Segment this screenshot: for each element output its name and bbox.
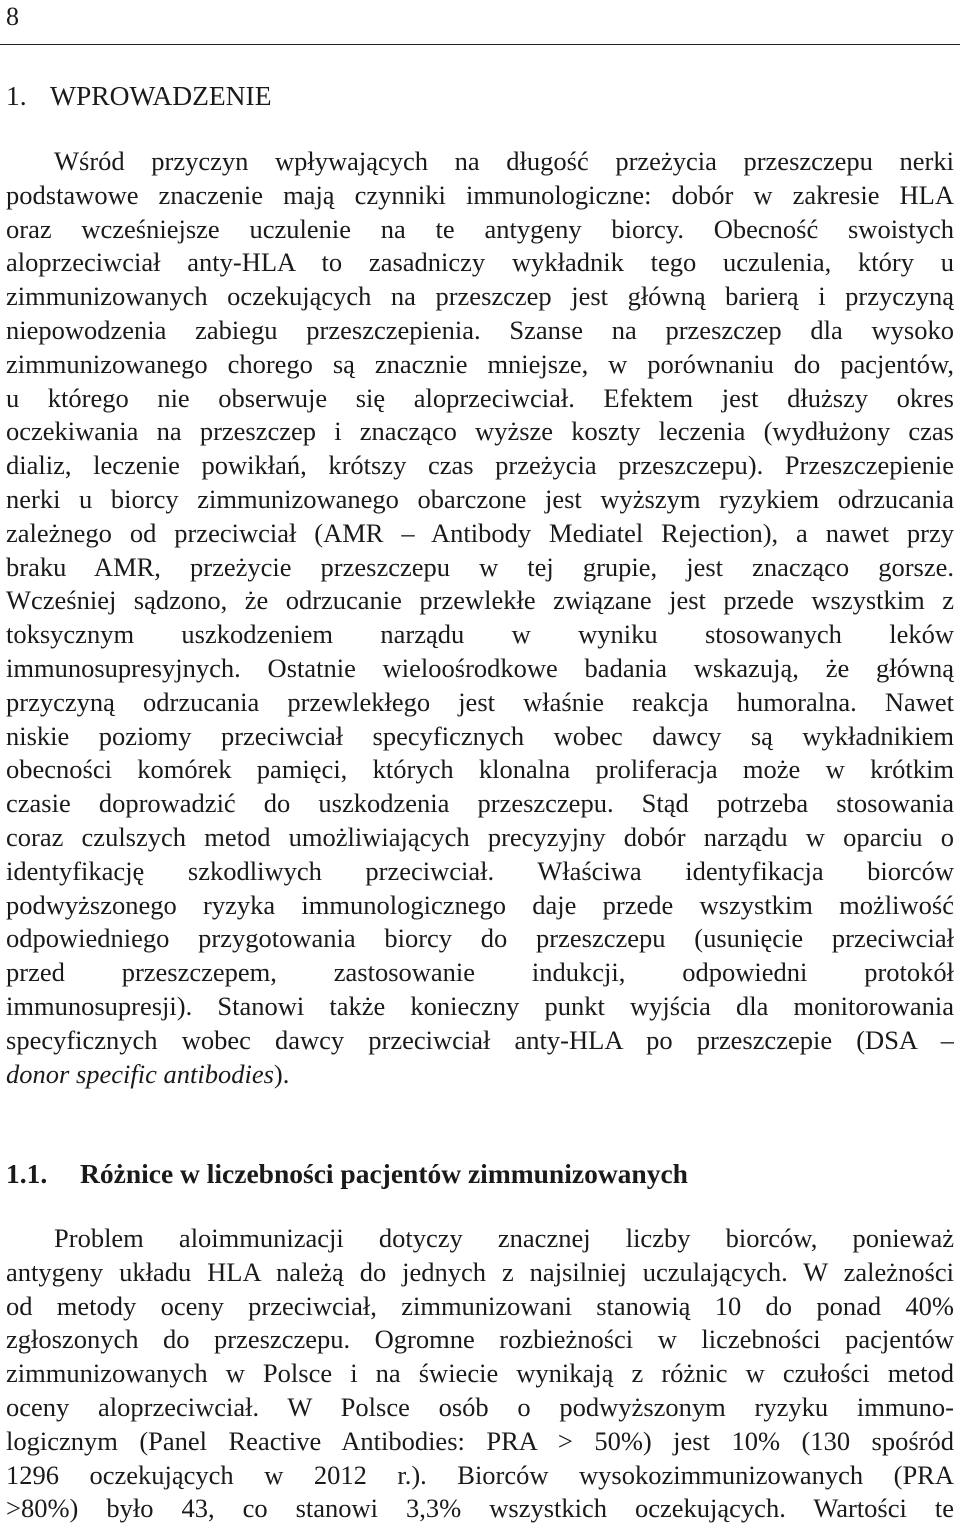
page-number: 8 — [6, 2, 19, 31]
text-line: logicznym (Panel Reactive Antibodies: PRA > 50%) jest 10% (130 spośród — [6, 1425, 954, 1456]
text-line: dializ, leczenie powikłań, krótszy czas przeżycia przeszczepu). Przeszczepienie — [6, 450, 954, 481]
text-line: u którego nie obserwuje się aloprzeciwciał. Efektem jest dłuższy okres — [6, 382, 954, 413]
intro-paragraph — [6, 145, 954, 1091]
text-line: toksycznym uszkodzeniem narządu w wyniku stosowanych leków — [6, 619, 954, 650]
text-line: identyfikację szkodliwych przeciwciał. Właściwa identyfikacja biorców — [6, 855, 954, 886]
italic-term: donor specific antibodies — [6, 1058, 274, 1089]
text-line: Wśród przyczyn wpływających na długość przeżycia przeszczepu nerki — [54, 146, 954, 176]
text-line: oceny aloprzeciwciał. W Polsce osób o podwyższonym ryzyku immuno- — [6, 1391, 954, 1422]
text-line: immunosupresji). Stanowi także konieczny punkt wyjścia dla monitorowania — [6, 990, 954, 1021]
text-line: odpowiedniego przygotowania biorcy do przeszczepu (usunięcie przeciwciał — [6, 923, 954, 954]
text-line: podwyższonego ryzyka immunologicznego daje przede wszystkim możliwość — [6, 889, 954, 920]
text-line: nerki u biorcy zimmunizowanego obarczone jest wyższym ryzykiem odrzucania — [6, 483, 954, 514]
text-line: Problem aloimmunizacji dotyczy znacznej liczby biorców, ponieważ — [54, 1223, 954, 1253]
section-number: 1. — [6, 80, 27, 111]
text-line: specyficznych wobec dawcy przeciwciał anty-HLA po przeszczepie (DSA – — [6, 1024, 954, 1055]
subsection-heading — [6, 1157, 688, 1191]
text-line: >80%) było 43, co stanowi 3,3% wszystkich oczekujących. Wartości te — [6, 1493, 954, 1524]
subsection-number: 1.1. — [6, 1158, 48, 1189]
text-line: zależnego od przeciwciał (AMR – Antibody Mediatel Rejection), a nawet przy — [6, 517, 954, 548]
text-line: podstawowe znaczenie mają czynniki immunologiczne: dobór w zakresie HLA — [6, 179, 954, 210]
text-line: zimmunizowanych oczekujących na przeszczep jest główną barierą i przyczyną — [6, 281, 954, 312]
text-line: zgłoszonych do przeszczepu. Ogromne rozbieżności w liczebności pacjentów — [6, 1324, 954, 1355]
header-rule — [0, 44, 960, 45]
text-line: niskie poziomy przeciwciał specyficznych wobec dawcy są wykładnikiem — [6, 720, 954, 751]
text-line: oraz wcześniejsze uczulenie na te antygeny biorcy. Obecność swoistych — [6, 213, 954, 244]
text-line: Wcześniej sądzono, że odrzucanie przewlekłe związane jest przede wszystkim z — [6, 585, 954, 616]
text-line: czasie doprowadzić do uszkodzenia przeszczepu. Stąd potrzeba stosowania — [6, 788, 954, 819]
text-line: aloprzeciwciał anty-HLA to zasadniczy wykładnik tego uczulenia, który u — [6, 247, 954, 278]
text-line: przed przeszczepem, zastosowanie indukcji, odpowiedni protokół — [6, 957, 954, 988]
text-line: obecności komórek pamięci, których klonalna proliferacja może w krótkim — [6, 754, 954, 785]
subsection-title: Różnice w liczebności pacjentów zimmunizowanych — [80, 1158, 688, 1189]
text-line: zimmunizowanego chorego są znacznie mniejsze, w porównaniu do pacjentów, — [6, 348, 954, 379]
text-line: oczekiwania na przeszczep i znacząco wyższe koszty leczenia (wydłużony czas — [6, 416, 954, 447]
text-line: niepowodzenia zabiegu przeszczepienia. Szanse na przeszczep dla wysoko — [6, 314, 954, 345]
subsection-paragraph — [6, 1222, 954, 1526]
text-line: przyczyną odrzucania przewlekłego jest właśnie reakcja humoralna. Nawet — [6, 686, 954, 717]
text-fragment: ). — [273, 1058, 290, 1089]
section-heading — [6, 79, 272, 113]
text-line: zimmunizowanych w Polsce i na świecie wynikają z różnic w czułości metod — [6, 1358, 954, 1389]
text-line: od metody oceny przeciwciał, zimmunizowani stanowią 10 do ponad 40% — [6, 1290, 954, 1321]
text-line: coraz czulszych metod umożliwiających precyzyjny dobór narządu w oparciu o — [6, 821, 954, 852]
text-line: 1296 oczekujących w 2012 r.). Biorców wysokozimmunizowanych (PRA — [6, 1459, 954, 1490]
text-line: immunosupresyjnych. Ostatnie wieloośrodkowe badania wskazują, że główną — [6, 652, 954, 683]
text-line: braku AMR, przeżycie przeszczepu w tej grupie, jest znacząco gorsze. — [6, 551, 954, 582]
text-line: antygeny układu HLA należą do jednych z najsilniej uczulających. W zależności — [6, 1256, 954, 1287]
section-title: WPROWADZENIE — [50, 80, 272, 111]
text-line-last — [6, 1058, 954, 1092]
